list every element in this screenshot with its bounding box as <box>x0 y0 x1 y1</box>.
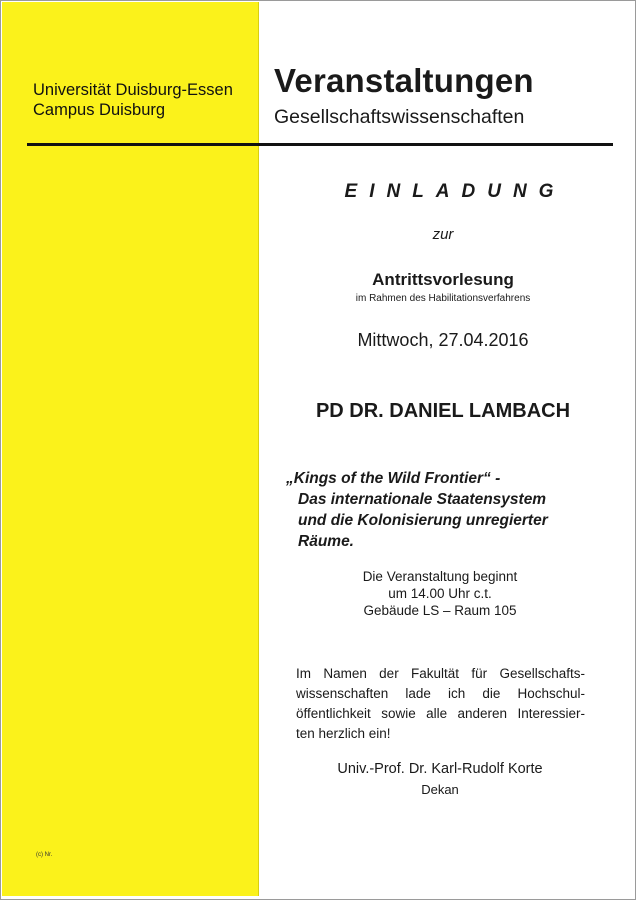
greeting-paragraph <box>296 664 585 744</box>
speaker-name <box>258 400 628 423</box>
greeting-line: Im Namen der Fakultät für Gesellschafts- <box>296 666 585 681</box>
speaker-prefix: PD DR. <box>315 400 390 422</box>
invitation-zur: zur <box>432 226 454 243</box>
header-title: Veranstaltungen <box>274 62 534 99</box>
talk-title-line: Das internationale Staatensystem <box>298 491 547 508</box>
talk-title-line: und die Kolonisierung unregierter <box>298 512 548 529</box>
invitation-heading: EINLADUNG <box>344 181 566 202</box>
event-start: Die Veranstaltung beginnt <box>362 569 518 584</box>
yellow-sidebar <box>2 2 259 896</box>
header-subtitle: Gesellschaftswissenschaften <box>274 106 525 128</box>
event-date: Mittwoch, 27.04.2016 <box>357 330 529 350</box>
greeting-line: wissenschaften lade ich die Hochschul- <box>296 686 585 701</box>
greeting-line: öffentlichkeit sowie alle anderen Interessier- <box>296 706 585 721</box>
talk-title <box>286 468 548 552</box>
talk-title-line: „Kings of the Wild Frontier“ - <box>286 470 501 487</box>
sidebar-footnote: (c) Nr. <box>36 852 53 858</box>
event-details <box>300 568 580 619</box>
header-rule <box>27 143 613 146</box>
greeting-line: ten herzlich ein! <box>296 726 391 741</box>
talk-title-line: Räume. <box>298 533 354 550</box>
event-location: Gebäude LS – Raum 105 <box>363 603 517 618</box>
signer-name: Univ.-Prof. Dr. Karl-Rudolf Korte <box>337 761 543 777</box>
signer-role: Dekan <box>421 782 459 797</box>
event-context: im Rahmen des Habilitationsverfahrens <box>355 293 531 304</box>
university-name: Universität Duisburg-Essen <box>33 81 233 99</box>
campus-name: Campus Duisburg <box>33 101 166 119</box>
event-time: um 14.00 Uhr c.t. <box>388 586 492 601</box>
speaker-fullname: DANIEL LAMBACH <box>389 400 571 422</box>
event-type: Antrittsvorlesung <box>372 270 514 289</box>
university-block <box>33 80 233 120</box>
